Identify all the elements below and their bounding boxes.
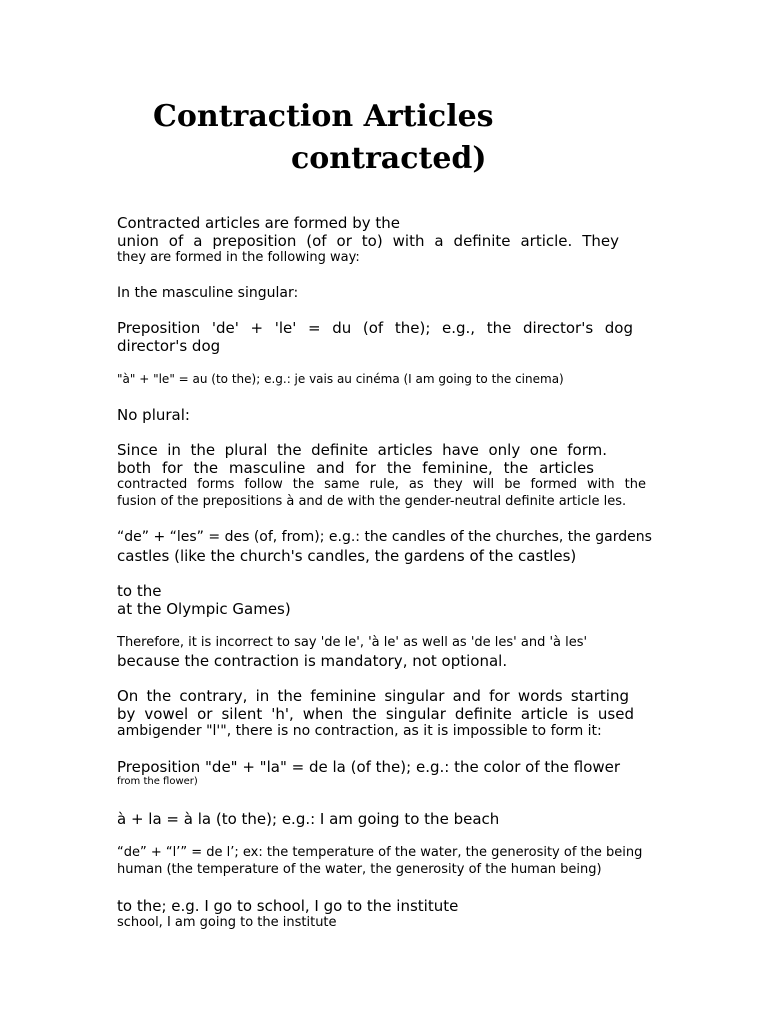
text-line: they are formed in the following way: [117, 250, 360, 265]
text-line: from the flower) [117, 776, 198, 787]
page-title-line-1: Contraction Articles [153, 99, 494, 134]
text-line: by vowel or silent 'h', when the singular definite article is used [117, 705, 634, 723]
text-line: school, I am going to the institute [117, 915, 337, 930]
text-line: “de” + “les” = des (of, from); e.g.: the candles of the churches, the gardens [117, 529, 652, 545]
text-line: In the masculine singular: [117, 285, 299, 301]
text-line: à + la = à la (to the); e.g.: I am going to the beach [117, 810, 500, 828]
text-line: to the [117, 582, 162, 600]
text-line: Preposition 'de' + 'le' = du (of the); e.g., the director's dog [117, 319, 633, 337]
text-line: “de” + “l’” = de l’; ex: the temperature of the water, the generosity of the being [117, 845, 643, 860]
text-line: On the contrary, in the feminine singular and for words starting [117, 687, 629, 705]
text-line: because the contraction is mandatory, not optional. [117, 652, 508, 670]
text-line: No plural: [117, 406, 190, 424]
text-line: "à" + "le" = au (to the); e.g.: je vais au cinéma (I am going to the cinema) [117, 372, 564, 386]
text-line: Therefore, it is incorrect to say 'de le', 'à le' as well as 'de les' and 'à les' [117, 635, 588, 650]
text-line: human (the temperature of the water, the generosity of the human being) [117, 862, 602, 877]
text-line: fusion of the prepositions à and de with the gender-neutral definite article les. [117, 494, 627, 509]
text-line: Preposition "de" + "la" = de la (of the); e.g.: the color of the flower [117, 758, 621, 776]
text-line: union of a preposition (of or to) with a definite article. They [117, 232, 619, 250]
text-line: director's dog [117, 337, 221, 355]
text-line: both for the masculine and for the feminine, the articles [117, 459, 594, 477]
text-line: Contracted articles are formed by the [117, 214, 400, 232]
page-title-line-2: contracted) [291, 141, 487, 176]
text-line: at the Olympic Games) [117, 600, 291, 618]
text-line: castles (like the church's candles, the gardens of the castles) [117, 547, 577, 565]
text-line: Since in the plural the definite articles have only one form. [117, 441, 607, 459]
text-line: ambigender "l'", there is no contraction, as it is impossible to form it: [117, 723, 602, 739]
text-line: contracted forms follow the same rule, as they will be formed with the [117, 477, 646, 492]
text-line: to the; e.g. I go to school, I go to the institute [117, 897, 459, 915]
